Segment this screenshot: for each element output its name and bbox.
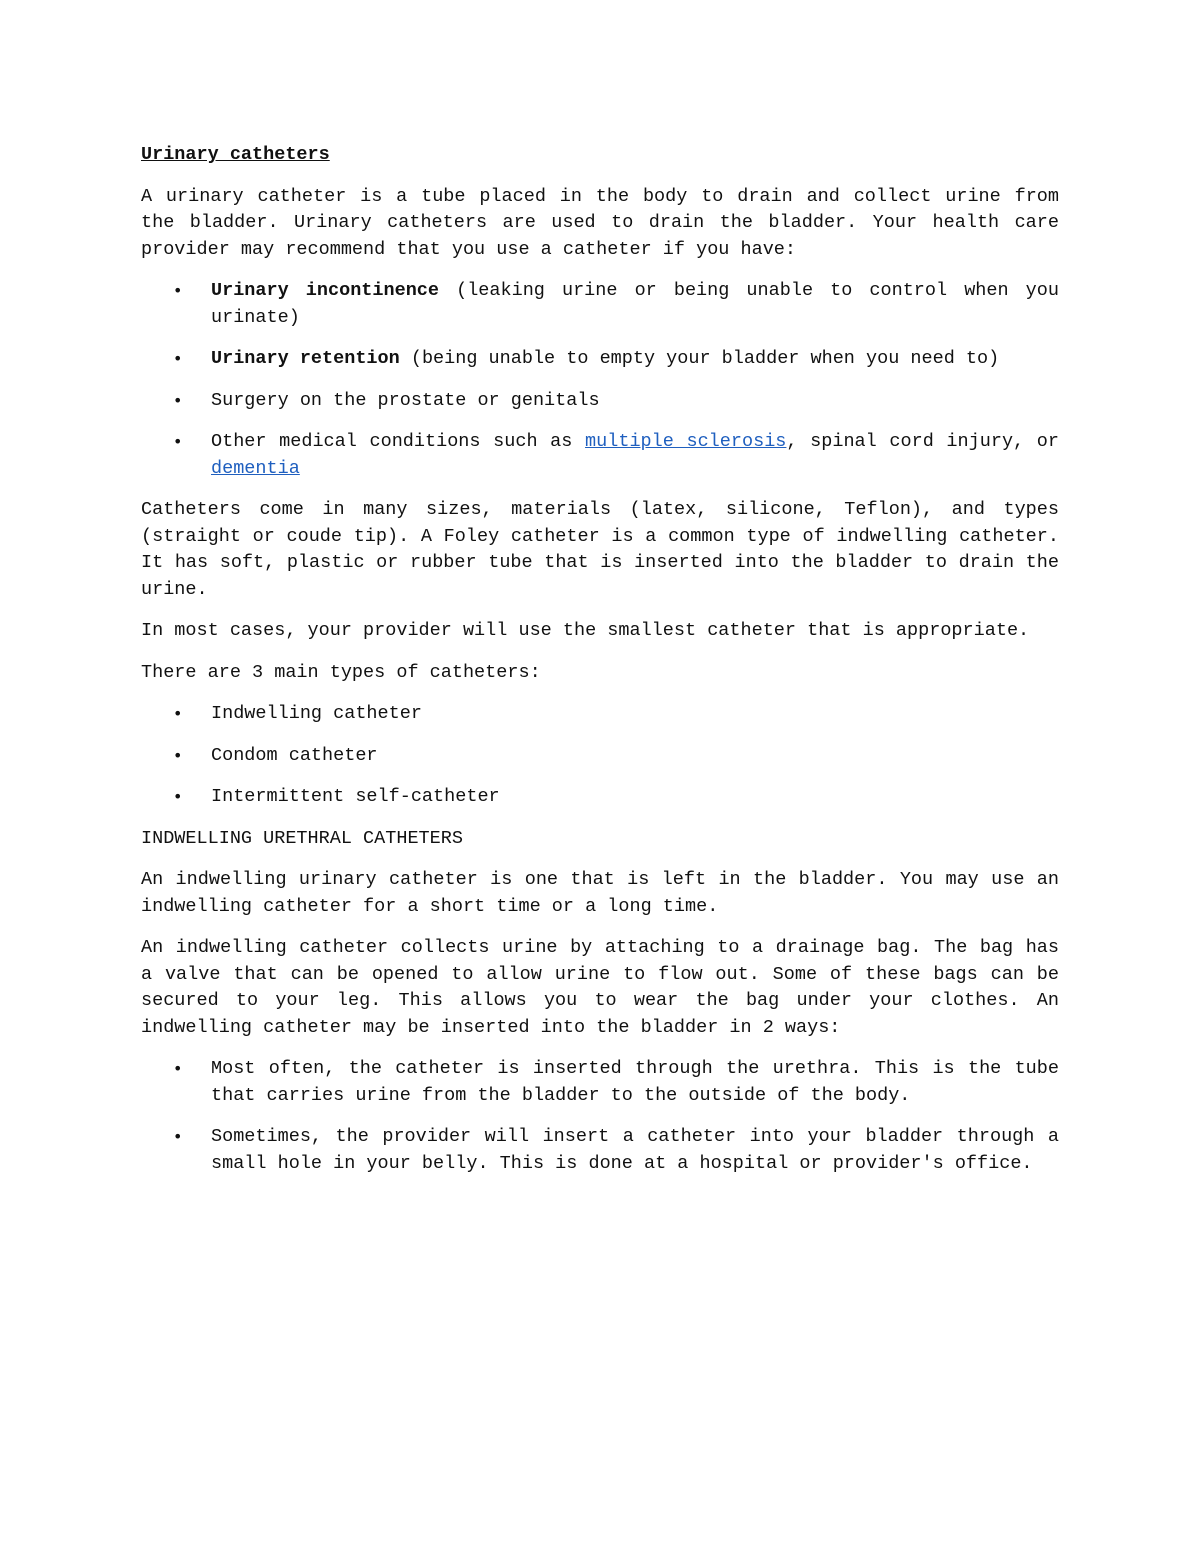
section-heading: INDWELLING URETHRAL CATHETERS <box>141 827 463 849</box>
bullet-icon: • <box>173 745 183 765</box>
list-item <box>173 1124 1059 1177</box>
smallest-paragraph: In most cases, your provider will use the smallest catheter that is appropriate. <box>141 620 1030 641</box>
bullet-icon: • <box>173 1059 183 1078</box>
types-intro-paragraph: There are 3 main types of catheters: <box>141 661 541 683</box>
term-description: (being unable to empty your bladder when you need to) <box>399 348 1000 369</box>
term-description: (leaking urine or being unable to control when you urinate) <box>211 280 1059 328</box>
document-page <box>141 142 1059 1192</box>
multiple-sclerosis-link[interactable]: multiple sclerosis <box>585 431 787 452</box>
list-item-text: Most often, the catheter is inserted through the urethra. This is the tube that carries urine from the bladder to the outside of the body. <box>211 1058 1059 1106</box>
conditions-list <box>141 278 1059 482</box>
list-item-text: , spinal cord injury, or <box>786 431 1059 452</box>
list-item-text: Intermittent self-catheter <box>211 786 500 807</box>
list-item <box>173 346 1059 373</box>
bullet-icon: • <box>173 704 183 723</box>
insertion-ways-list <box>141 1056 1059 1177</box>
bullet-icon: • <box>173 432 183 451</box>
bullet-icon: • <box>173 390 183 410</box>
bullet-icon: • <box>173 349 183 368</box>
bullet-icon: • <box>173 787 183 806</box>
list-item-text: Surgery on the prostate or genitals <box>211 389 600 411</box>
list-item <box>173 701 1059 728</box>
intro-paragraph: A urinary catheter is a tube placed in the body to drain and collect urine from the bladder. Urinary catheters are used to drain the bladder. Your health care provider may recommend that you use a catheter if you have: <box>141 185 1059 260</box>
list-item <box>173 388 1059 415</box>
list-item <box>173 784 1059 811</box>
list-item-text: Sometimes, the provider will insert a catheter into your bladder through a small hole in your belly. This is done at a hospital or provider's office. <box>211 1126 1059 1174</box>
dementia-link[interactable]: dementia <box>211 457 300 479</box>
list-item <box>173 1056 1059 1109</box>
list-item <box>173 429 1059 482</box>
bullet-icon: • <box>173 281 183 300</box>
list-item-text: Condom catheter <box>211 744 378 766</box>
sizes-paragraph: Catheters come in many sizes, materials (latex, silicone, Teflon), and types (straight or coude tip). A Foley catheter is a common type of indwelling catheter. It has soft, plastic or rubber tube that is inserted into the bladder to drain the urine. <box>141 499 1059 600</box>
list-item <box>173 278 1059 331</box>
indwelling-paragraph: An indwelling urinary catheter is one that is left in the bladder. You may use an indwelling catheter for a short time or a long time. <box>141 869 1059 917</box>
term-bold: Urinary retention <box>211 348 400 369</box>
catheter-types-list <box>141 701 1059 811</box>
list-item-text: Other medical conditions such as <box>211 431 586 452</box>
bullet-icon: • <box>173 1127 183 1146</box>
term-bold: Urinary incontinence <box>211 280 440 301</box>
list-item-text: Indwelling catheter <box>211 703 422 724</box>
page-title: Urinary catheters <box>141 144 330 165</box>
list-item <box>173 743 1059 770</box>
drainage-bag-paragraph: An indwelling catheter collects urine by attaching to a drainage bag. The bag has a valve that can be opened to allow urine to flow out. Some of these bags can be secured to your leg. This allows you to wear the bag under your clothes. An indwelling catheter may be inserted into the bladder in 2 ways: <box>141 937 1059 1038</box>
